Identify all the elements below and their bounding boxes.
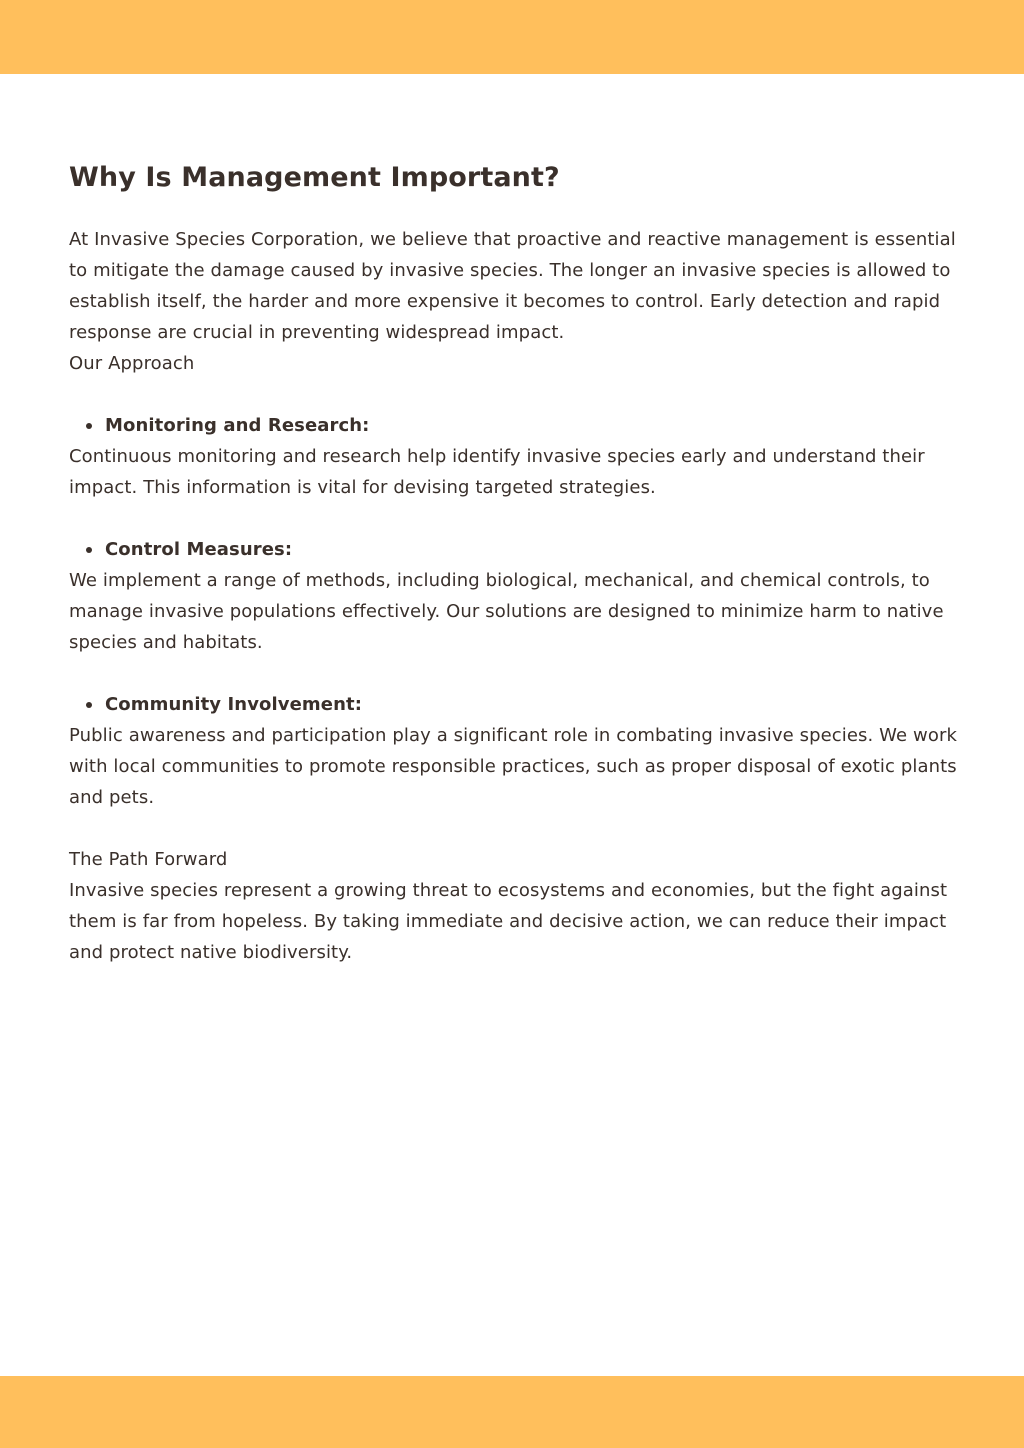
bottom-accent-band [0,1376,1024,1448]
approach-list [69,410,964,844]
list-item [69,410,964,534]
spacer [69,658,964,689]
list-item [69,534,964,689]
top-accent-band [0,0,1024,74]
item-title: Control Measures: [105,539,293,560]
item-description: Continuous monitoring and research help identify invasive species early and understand their impact. This information is vital for devising targeted strategies. [69,446,925,498]
item-description: We implement a range of methods, including biological, mechanical, and chemical controls, to manage invasive populations effectively. Our solutions are designed to minimize harm to native species and habitats. [69,570,944,653]
item-description: Public awareness and participation play a significant role in combating invasive species. We work with local communities to promote responsible practices, such as proper disposal of exotic plants and pets. [69,725,957,808]
bullet-icon [86,702,92,708]
item-title: Monitoring and Research: [105,415,370,436]
bullet-title-row [69,689,964,720]
bullet-icon [86,423,92,429]
bullet-icon [86,547,92,553]
spacer [69,193,964,224]
section-heading: Why Is Management Important? [69,162,560,193]
path-forward-title: The Path Forward [69,849,228,870]
spacer [69,503,964,534]
spacer [69,379,964,410]
item-title: Community Involvement: [105,694,362,715]
document-body [69,162,964,968]
approach-title: Our Approach [69,353,195,374]
bullet-title-row [69,534,964,565]
list-item [69,689,964,844]
spacer [69,813,964,844]
path-forward-paragraph: Invasive species represent a growing threat to ecosystems and economies, but the fight against them is far from hopeless. By taking immediate and decisive action, we can reduce their impact and protect native biodiversity. [69,880,948,963]
bullet-title-row [69,410,964,441]
intro-paragraph: At Invasive Species Corporation, we believe that proactive and reactive management is essential to mitigate the damage caused by invasive species. The longer an invasive species is allowed to establish itself, the harder and more expensive it becomes to control. Early detection and rapid response are crucial in preventing widespread impact. [69,229,956,343]
